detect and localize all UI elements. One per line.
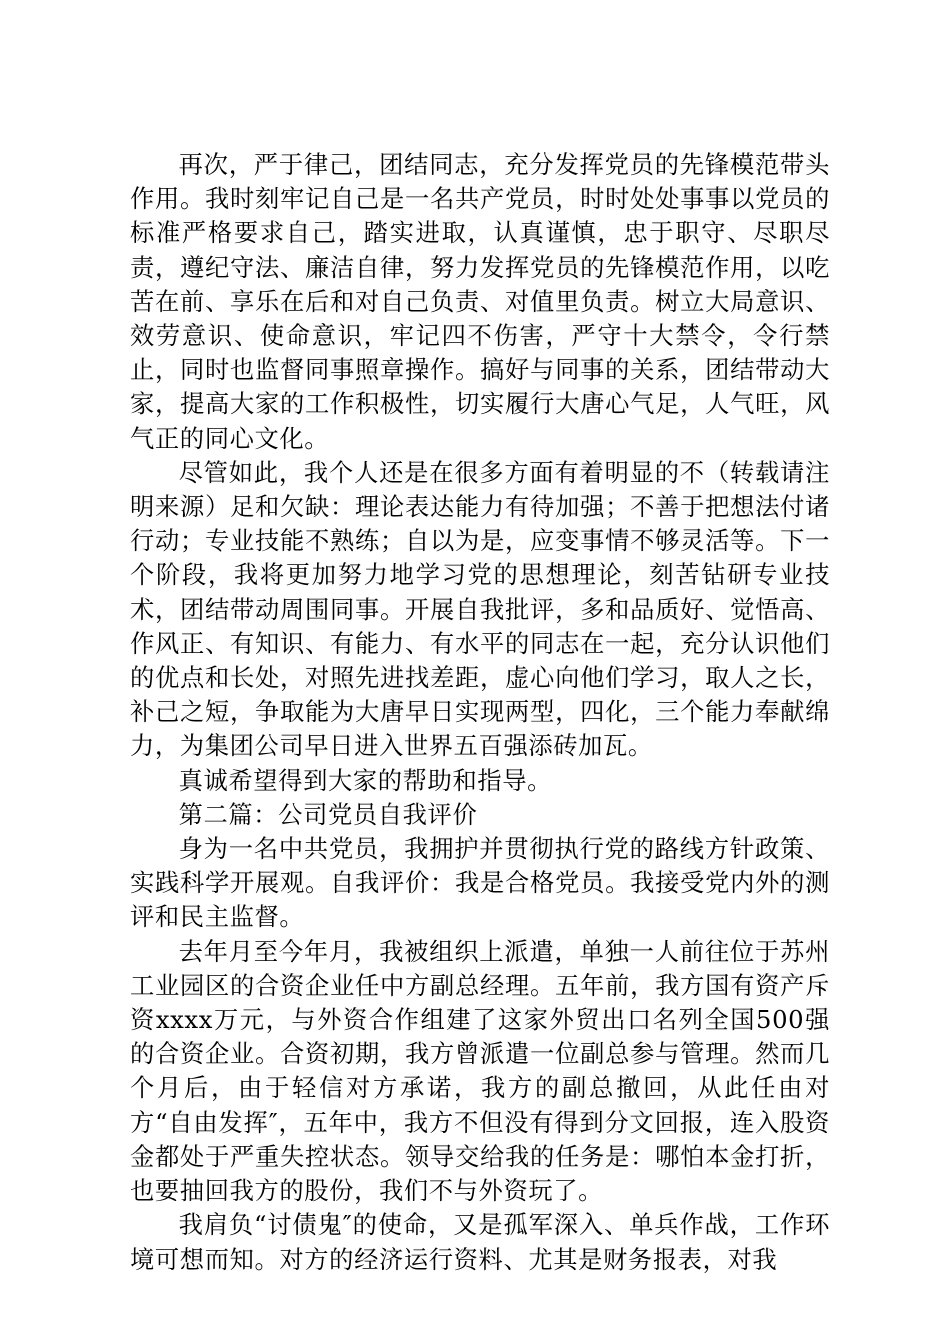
paragraph-suzhou-assignment: 去年月至今年月，我被组织上派遣，单独一人前往位于苏州工业园区的合资企业任中方副总经理。五年前，我方国有资产斥资xxxx万元，与外资合作组建了这家外贸出口名列全国500强的合资企业。合资初期，我方曾派遣一位副总参与管理。然而几个月后，由于轻信对方承诺，我方的副总撤回，从此任由对方“自由发挥″，五年中，我方不但没有得到分文回报，连入股资金都处于严重失控状态。领导交给我的任务是：哪怕本金打折，也要抽回我方的股份，我们不与外资玩了。 <box>130 936 830 1206</box>
paragraph-debt-mission: 我肩负“讨债鬼″的使命，又是孤军深入、单兵作战，工作环境可想而知。对方的经济运行资料、尤其是财务报表，对我 <box>130 1210 830 1274</box>
paragraph-self-evaluation: 身为一名中共党员，我拥护并贯彻执行党的路线方针政策、实践科学开展观。自我评价：我是合格党员。我接受党内外的测评和民主监督。 <box>130 834 830 932</box>
document-body <box>130 148 830 1277</box>
paragraph-closing: 真诚希望得到大家的帮助和指导。 <box>178 765 553 795</box>
paragraph-shortcomings: 尽管如此，我个人还是在很多方面有着明显的不（转载请注明来源）足和欠缺：理论表达能力有待加强；不善于把想法付诸行动；专业技能不熟练；自以为是，应变事情不够灵活等。下一个阶段，我将更加努力地学习党的思想理论，刻苦钻研专业技术，团结带动周围同事。开展自我批评，多和品质好、觉悟高、作风正、有知识、有能力、有水平的同志在一起，充分认识他们的优点和长处，对照先进找差距，虚心向他们学习，取人之长，补己之短，争取能为大唐早日实现两型，四化，三个能力奉献绵力，为集团公司早日进入世界五百强添砖加瓦。 <box>130 457 830 761</box>
section-title: 第二篇：公司党员自我评价 <box>178 799 478 829</box>
paragraph-vanguard-role: 再次，严于律己，团结同志，充分发挥党员的先锋模范带头作用。我时刻牢记自己是一名共产党员，时时处处事事以党员的标准严格要求自己，踏实进取，认真谨慎，忠于职守、尽职尽责，遵纪守法、廉洁自律，努力发挥党员的先锋模范作用，以吃苦在前、享乐在后和对自己负责、对值里负责。树立大局意识、效劳意识、使命意识，牢记四不伤害，严守十大禁令，令行禁止，同时也监督同事照章操作。搞好与同事的关系，团结带动大家，提高大家的工作积极性，切实履行大唐心气足，人气旺，风气正的同心文化。 <box>130 150 830 453</box>
